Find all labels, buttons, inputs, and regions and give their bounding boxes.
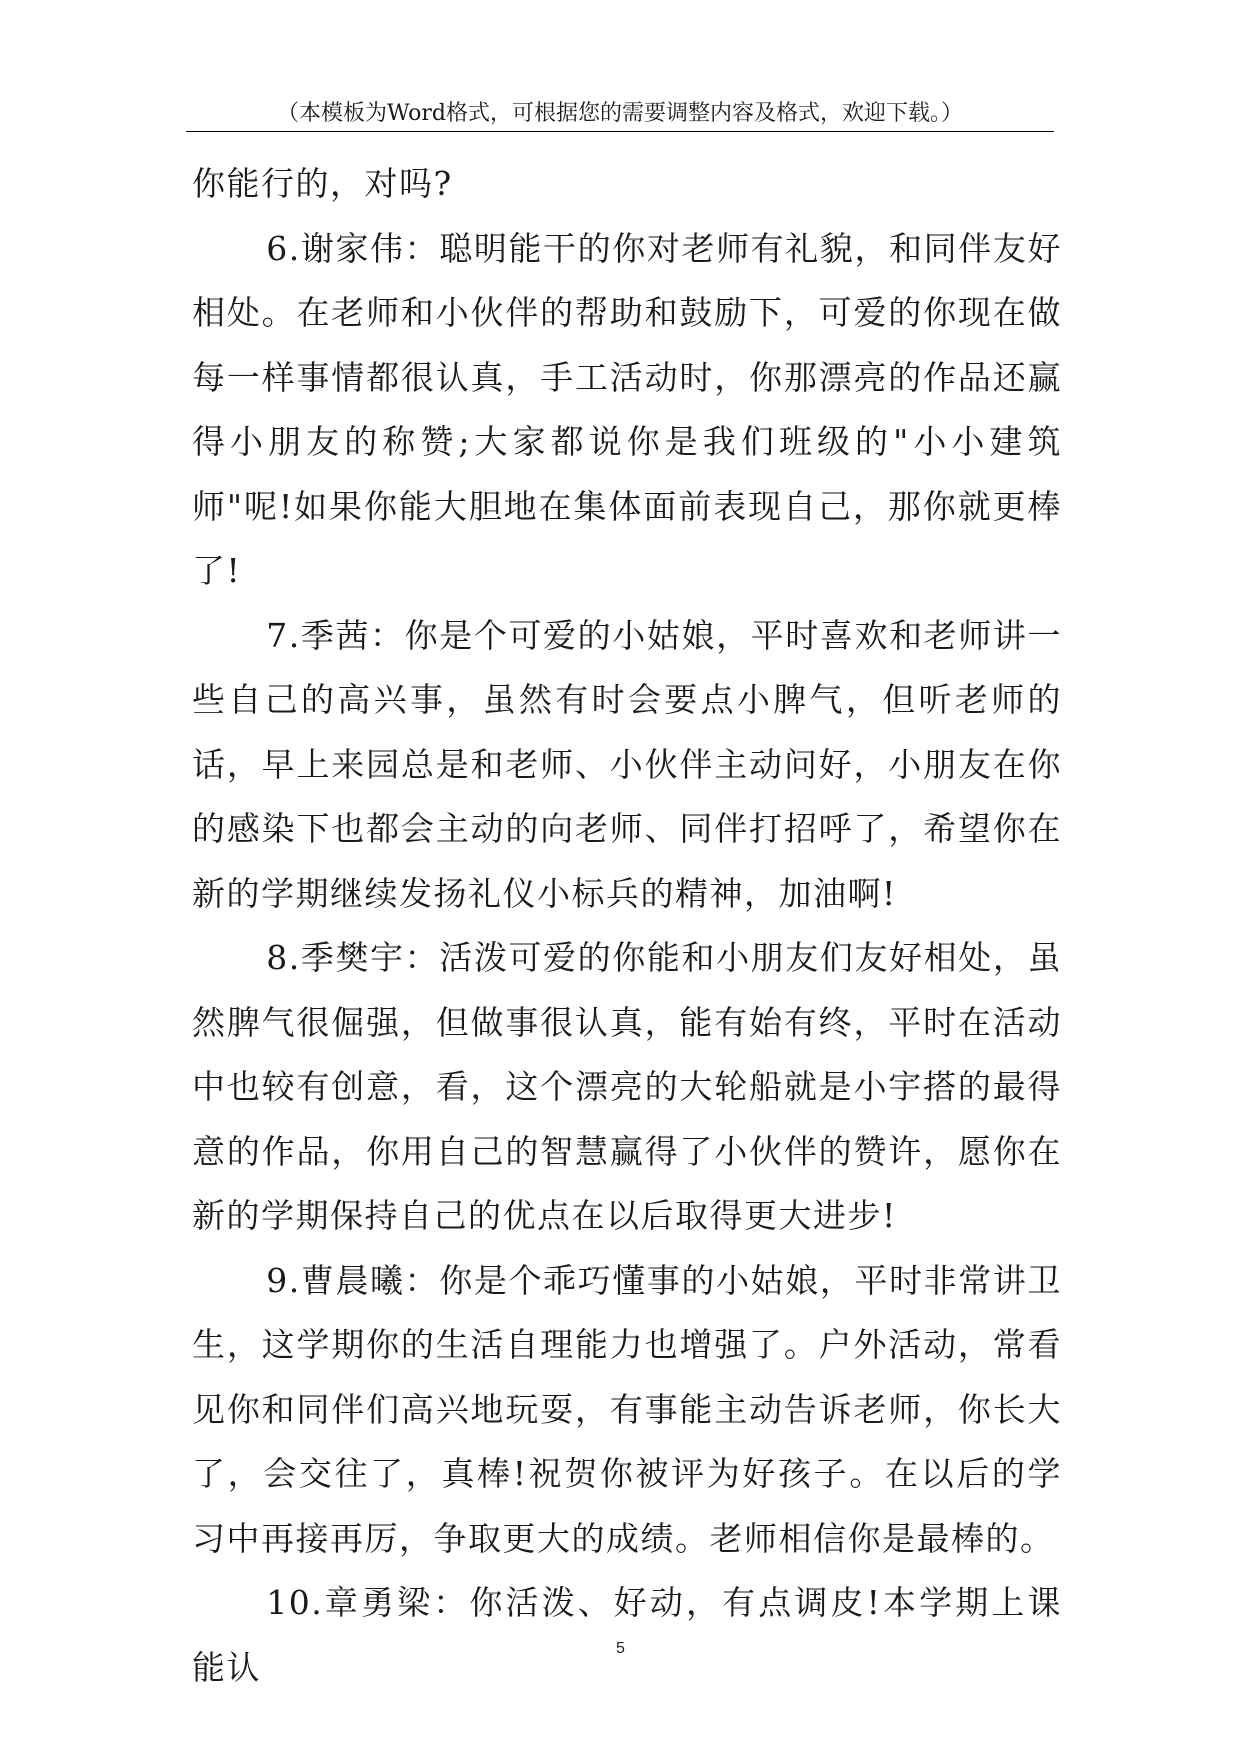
paragraph-continuation: 你能行的，对吗? bbox=[192, 164, 453, 203]
document-body bbox=[192, 152, 1062, 1700]
template-note: （本模板为Word格式，可根据您的需要调整内容及格式，欢迎下载。） bbox=[277, 101, 963, 126]
paragraph-comment-9: 9.曹晨曦：你是个乖巧懂事的小姑娘，平时非常讲卫生，这学期你的生活自理能力也增强了。户外活动，常看见你和同伴们高兴地玩耍，有事能主动告诉老师，你长大了，会交往了，真棒!祝贺你被评为好孩子。在以后的学习中再接再厉，争取更大的成绩。老师相信你是最棒的。 bbox=[192, 1260, 1062, 1558]
paragraph-comment-8: 8.季樊宇：活泼可爱的你能和小朋友们友好相处，虽然脾气很倔强，但做事很认真，能有始有终，平时在活动中也较有创意，看，这个漂亮的大轮船就是小宇搭的最得意的作品，你用自己的智慧赢得了小伙伴的赞许，愿你在新的学期保持自己的优点在以后取得更大进步! bbox=[192, 938, 1062, 1235]
paragraph-comment-6: 6.谢家伟：聪明能干的你对老师有礼貌，和同伴友好相处。在老师和小伙伴的帮助和鼓励下，可爱的你现在做每一样事情都很认真，手工活动时，你那漂亮的作品还赢得小朋友的称赞;大家都说你是我们班级的"小小建筑师"呢!如果你能大胆地在集体面前表现自己，那你就更棒了! bbox=[192, 228, 1062, 590]
paragraph-comment-10: 10.章勇梁：你活泼、好动，有点调皮!本学期上课能认 bbox=[192, 1583, 1062, 1687]
paragraph-comment-7: 7.季茜：你是个可爱的小姑娘，平时喜欢和老师讲一些自己的高兴事，虽然有时会要点小脾气，但听老师的话，早上来园总是和老师、小伙伴主动问好，小朋友在你的感染下也都会主动的向老师、同伴打招呼了，希望你在新的学期继续发扬礼仪小标兵的精神，加油啊! bbox=[192, 615, 1062, 913]
page-number: 5 bbox=[616, 1640, 625, 1657]
header-divider bbox=[186, 131, 1054, 132]
